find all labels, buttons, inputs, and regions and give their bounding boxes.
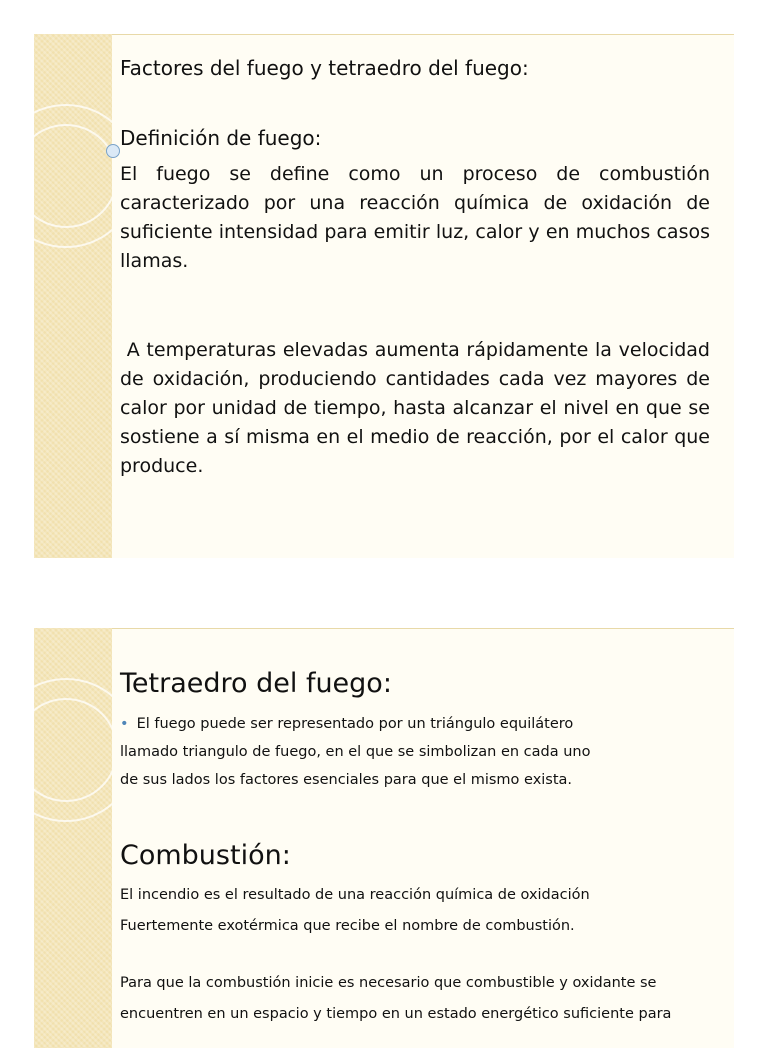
bullet-line: • El fuego puede ser representado por un triángulo equilátero [120, 716, 574, 732]
combustion-text [120, 880, 680, 942]
combustion-line: Fuertemente exotérmica que recibe el nombre de combustión. [120, 918, 575, 934]
combustion-paragraph [120, 968, 720, 1030]
decorative-sidebar [34, 34, 112, 558]
circle-bullet-icon [106, 144, 120, 158]
combustion-heading: Combustión: [120, 840, 291, 871]
decorative-sidebar [34, 628, 112, 1048]
tetraedro-heading: Tetraedro del fuego: [120, 668, 392, 699]
bullet-line: de sus lados los factores esenciales para que el mismo exista. [120, 772, 573, 788]
slide-title: Factores del fuego y tetraedro del fuego: [120, 56, 529, 80]
top-rule [34, 34, 734, 35]
bullet-text [120, 710, 680, 794]
slide-1 [34, 34, 734, 558]
paragraph-line: Para que la combustión inicie es necesario que combustible y oxidante se [120, 975, 657, 991]
top-rule [34, 628, 734, 629]
definition-paragraph: El fuego se define como un proceso de combustión caracterizado por una reacción química de oxidación de suficiente intensidad para emitir luz, calor y en muchos casos llamas. [120, 163, 710, 272]
ring-ornament [34, 124, 112, 228]
combustion-line: El incendio es el resultado de una reacción química de oxidación [120, 887, 590, 903]
slide-2 [34, 628, 734, 1048]
paragraph-line: encuentren en un espacio y tiempo en un estado energético suficiente para [120, 1006, 672, 1022]
temperature-paragraph: A temperaturas elevadas aumenta rápidamente la velocidad de oxidación, produciendo cantidades cada vez mayores de calor por unidad de tiempo, hasta alcanzar el nivel en que se sostiene a sí misma en el medio de reacción, por el calor que produce. [120, 339, 717, 477]
bullet-icon: • [120, 716, 129, 732]
ring-ornament [34, 698, 112, 802]
bullet-line: llamado triangulo de fuego, en el que se simbolizan en cada uno [120, 744, 591, 760]
section-heading: Definición de fuego: [120, 126, 322, 150]
